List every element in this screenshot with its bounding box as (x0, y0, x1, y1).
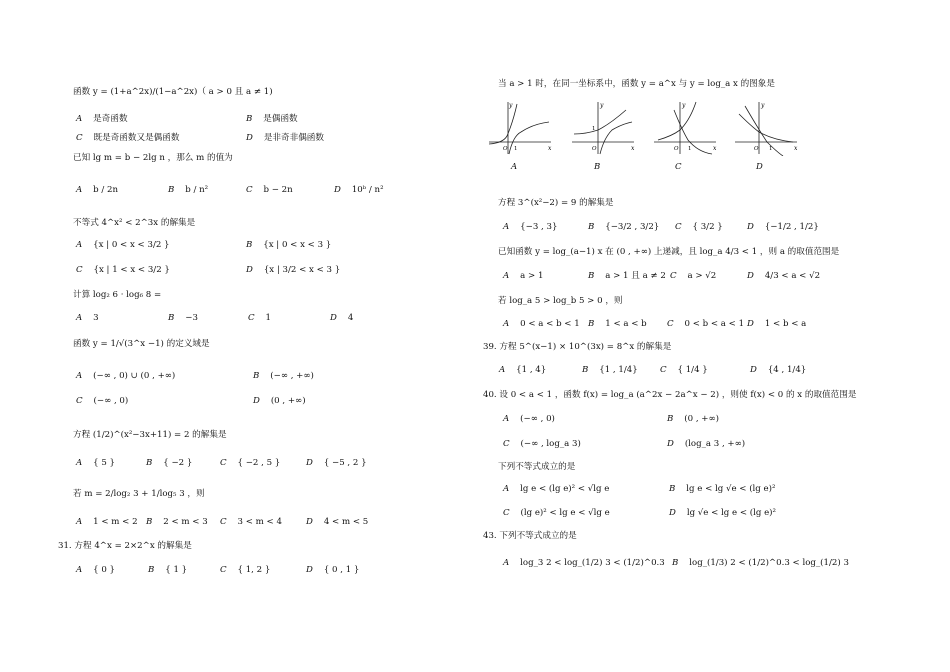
graph-b (570, 100, 636, 156)
option: A b / 2n (76, 185, 119, 195)
option: B lg e < lg √e < (lg e)² (669, 484, 776, 494)
graph-d-svg (733, 100, 799, 156)
option: A a > 1 (503, 271, 544, 281)
option: A {x | 0 < x < 3/2 } (76, 240, 170, 250)
graph-label: A (511, 162, 518, 172)
option: B { 1 } (148, 565, 188, 575)
option: A { 5 } (76, 458, 116, 468)
tick-label: 1 (769, 146, 773, 152)
option: C { −2 , 5 } (220, 458, 281, 468)
option: D {−1/2 , 1/2} (747, 222, 819, 232)
option: A (−∞ , 0) ∪ (0 , +∞) (76, 371, 176, 381)
axis-label: x (794, 145, 798, 152)
option: B 1 < a < b (588, 319, 647, 329)
question-stem: 已知函数 y = log_(a−1) x 在 (0 , +∞) 上递减，且 log_a 4/3 < 1 ，则 a 的取值范围是 (498, 247, 840, 257)
tick-label: 1 (688, 146, 692, 152)
option: D (log_a 3 , +∞) (667, 439, 746, 449)
option: D lg √e < lg e < (lg e)² (669, 508, 776, 518)
option: C 0 < b < a < 1 (667, 319, 745, 329)
axis-label: y (509, 102, 513, 109)
axis-label: y (600, 102, 604, 109)
axis-label: x (713, 145, 717, 152)
option: B −3 (168, 313, 198, 323)
option: A 1 < m < 2 (76, 517, 138, 527)
question-stem: 函数 y = 1/√(3^x −1) 的定义域是 (73, 339, 210, 349)
option: A {1 , 4} (499, 365, 547, 375)
option: B {1 , 1/4} (582, 365, 638, 375)
question-stem: 下列不等式成立的是 (498, 462, 576, 472)
question-stem: 计算 log₂ 6 · log₆ 8 = (73, 290, 162, 300)
question-stem: 若 m = 2/log₂ 3 + 1/log₅ 3 ，则 (73, 489, 205, 499)
option: B (−∞ , +∞) (253, 371, 314, 381)
graph-label: B (594, 162, 601, 172)
option: A 是奇函数 (76, 114, 128, 124)
question-stem: 当 a > 1 时，在同一坐标系中，函数 y = a^x 与 y = log_a x 的图象是 (498, 79, 775, 89)
question-stem: 不等式 4^x² < 2^3x 的解集是 (73, 218, 196, 228)
tick-label: 1 (592, 126, 596, 132)
axis-label: y (761, 102, 765, 109)
tick-label: 1 (514, 146, 518, 152)
option: C 1 (248, 313, 271, 323)
axis-label: x (631, 145, 635, 152)
option: B { −2 } (146, 458, 193, 468)
option: C { 1/4 } (660, 365, 708, 375)
graph-label: D (756, 162, 763, 172)
option: C b − 2n (246, 185, 293, 195)
option: D (0 , +∞) (253, 396, 306, 406)
option: A {−3 , 3} (503, 222, 558, 232)
graph-label: C (675, 162, 682, 172)
option: D 是非奇非偶函数 (246, 133, 324, 143)
option: D {4 , 1/4} (750, 365, 807, 375)
question-stem: 39. 方程 5^(x−1) × 10^(3x) = 8^x 的解集是 (483, 342, 672, 352)
option: C {x | 1 < x < 3/2 } (76, 265, 170, 275)
option: A (−∞ , 0) (503, 414, 555, 424)
axis-label: x (548, 145, 552, 152)
question-stem: 若 log_a 5 > log_b 5 > 0 ，则 (498, 296, 623, 306)
graph-a (487, 100, 553, 156)
axis-label: y (682, 102, 686, 109)
option: B 2 < m < 3 (146, 517, 208, 527)
origin-label: O (674, 146, 679, 152)
option: B {x | 0 < x < 3 } (246, 240, 332, 250)
option: D 1 < b < a (747, 319, 807, 329)
question-stem: 31. 方程 4^x = 2×2^x 的解集是 (58, 541, 192, 551)
graph-c (652, 100, 718, 156)
option: C a > √2 (670, 271, 717, 281)
option: C (−∞ , log_a 3) (503, 439, 581, 449)
option: B b / n² (168, 185, 209, 195)
graph-d (733, 100, 799, 156)
option: C 3 < m < 4 (220, 517, 282, 527)
option: A { 0 } (76, 565, 116, 575)
option: A lg e < (lg e)² < √lg e (503, 484, 610, 494)
question-stem: 方程 (1/2)^(x²−3x+11) = 2 的解集是 (73, 430, 227, 440)
question-stem: 函数 y = (1+a^2x)/(1−a^2x)（ a > 0 且 a ≠ 1) (73, 87, 273, 97)
graph-a-svg (487, 100, 553, 156)
option: A 3 (76, 313, 99, 323)
question-stem: 方程 3^(x²−2) = 9 的解集是 (498, 198, 614, 208)
option: D 4 < m < 5 (306, 517, 369, 527)
option: A log_3 2 < log_(1/2) 3 < (1/2)^0.3 (503, 558, 665, 568)
option: D { −5 , 2 } (306, 458, 367, 468)
graph-c-svg (652, 100, 718, 156)
option: D 4 (330, 313, 354, 323)
option: B {−3/2 , 3/2} (588, 222, 660, 232)
question-stem: 已知 lg m = b − 2lg n ，那么 m 的值为 (73, 153, 233, 163)
option: C { 3/2 } (675, 222, 723, 232)
option: B a > 1 且 a ≠ 2 (588, 271, 666, 281)
option: D {x | 3/2 < x < 3 } (246, 265, 341, 275)
option: D 4/3 < a < √2 (747, 271, 821, 281)
origin-label: O (754, 146, 759, 152)
question-stem: 40. 设 0 < a < 1 ，函数 f(x) = log_a (a^2x − 2a^x − 2) ，则使 f(x) < 0 的 x 的取值范围是 (483, 390, 857, 400)
graph-b-svg (570, 100, 636, 156)
origin-label: O (503, 146, 508, 152)
question-stem: 43. 下列不等式成立的是 (483, 531, 577, 541)
option: C { 1, 2 } (220, 565, 271, 575)
origin-label: O (592, 146, 597, 152)
option: C 既是奇函数又是偶函数 (76, 133, 180, 143)
option: B 是偶函数 (246, 114, 298, 124)
option: C (lg e)² < lg e < √lg e (503, 508, 610, 518)
option: B (0 , +∞) (667, 414, 719, 424)
option: C (−∞ , 0) (76, 396, 129, 406)
option: D 10ᵇ / n² (334, 185, 384, 195)
option: B log_(1/3) 2 < (1/2)^0.3 < log_(1/2) 3 (672, 558, 849, 568)
option: D { 0 , 1 } (306, 565, 360, 575)
option: A 0 < a < b < 1 (503, 319, 580, 329)
